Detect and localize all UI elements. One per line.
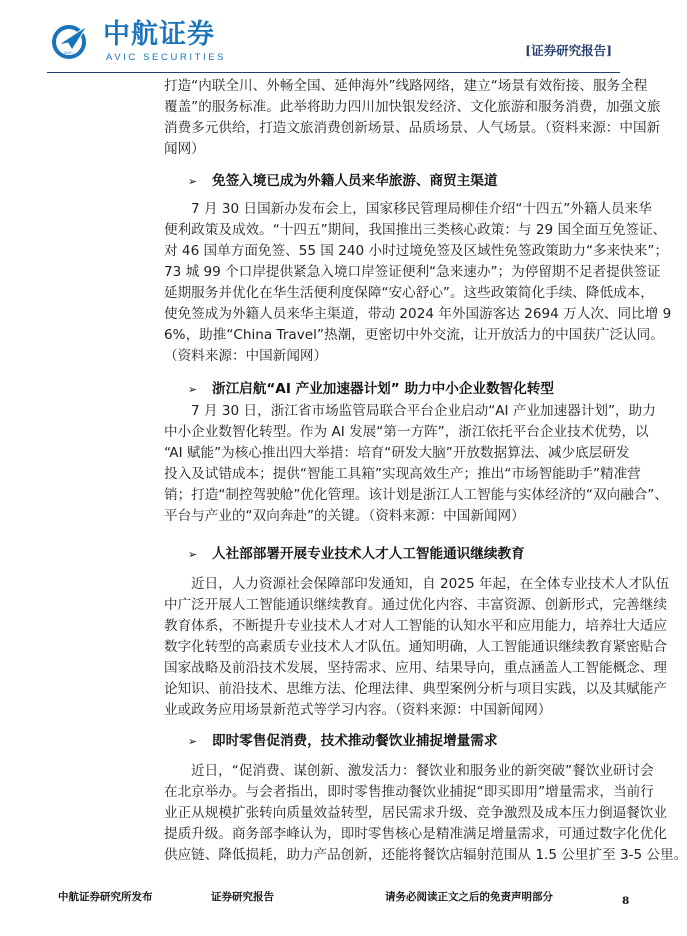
section-heading (188, 171, 497, 192)
paragraph-line: 中广泛开展人工智能通识继续教育。通过优化内容、丰富资源、创新形式，完善继续 (164, 597, 667, 613)
paragraph-line: 国家战略及前沿技术发展，坚持需求、应用、结果导向，重点涵盖人工智能概念、理 (164, 660, 667, 676)
bullet-arrow-icon: ➢ (188, 383, 198, 396)
section-heading-text: 即时零售促消费，技术推动餐饮业捕捉增量需求 (212, 733, 498, 749)
section-heading-text: 人社部部署开展专业技术人才人工智能通识继续教育 (212, 546, 525, 562)
paragraph-line: 销；打造“制控驾驶舱”优化管理。该计划是浙江人工智能与实体经济的“双向融合”、 (164, 487, 668, 503)
bullet-arrow-icon: ➢ (188, 175, 198, 188)
report-type-tag: [证券研究报告] (525, 43, 612, 58)
header-divider (47, 72, 620, 73)
paragraph-line: 数字化转型的高素质专业技术人才队伍。通知明确，人工智能通识继续教育紧密贴合 (164, 639, 667, 655)
footer-report-type: 证券研究报告 (211, 891, 274, 903)
paragraph-line: 供应链、降低损耗，助力产品创新，还能将餐饮店辐射范围从 1.5 公里扩至 3-5 公里。 (164, 847, 687, 863)
paragraph-line: （资料来源：中国新闻网） (164, 348, 328, 364)
plane-logo-icon (52, 23, 88, 59)
paragraph-line: 业或政务应用场景新范式等学习内容。（资料来源：中国新闻网） (164, 702, 552, 718)
paragraph-line: 消费多元供给，打造文旅消费创新场景、品质场景、人气场景。（资料来源：中国新 (164, 120, 661, 136)
section-heading-text: 浙江启航“AI 产业加速器计划” 助力中小企业数智化转型 (212, 381, 554, 397)
logo-badge-text: AVIC (64, 50, 74, 55)
paragraph-line: 在北京举办。与会者指出，即时零售推动餐饮业捕捉“即买即用”增量需求，当前行 (164, 784, 654, 800)
paragraph (164, 199, 672, 367)
paragraph-line: 投入及试错成本；提供“智能工具箱”实现高效生产；推出“市场智能助手”精准营 (164, 466, 641, 482)
paragraph-line: 便利政策及成效。“十四五”期间，我国推出三类核心政策：与 29 国全面互免签证、 (164, 222, 667, 238)
paragraph-line: 使免签成为外籍人员来华主渠道，带动 2024 年外国游客达 2694 万人次、同比增 9 (164, 306, 672, 322)
paragraph (164, 76, 661, 160)
section-heading-text: 免签入境已成为外籍人员来华旅游、商贸主渠道 (212, 173, 498, 189)
paragraph-line: 闻网） (164, 141, 205, 157)
paragraph-line: 业正从规模扩张转向质量效益转型，居民需求升级、竞争激烈及成本压力倒逼餐饮业 (164, 805, 667, 821)
footer-disclaimer: 请务必阅读正文之后的免责声明部分 (385, 891, 553, 903)
section-heading (188, 544, 525, 565)
section-heading (188, 731, 497, 752)
paragraph-line: “AI 赋能”为核心推出四大举措：培育“研发大脑”开放数据算法、减少底层研发 (164, 445, 630, 461)
logo-chinese-name: 中航证券 (103, 19, 215, 50)
paragraph-line: 近日，人力资源社会保障部印发通知，自 2025 年起，在全体专业技术人才队伍 (191, 576, 670, 592)
paragraph (164, 761, 687, 866)
paragraph-line: 7 月 30 日国新办发布会上，国家移民管理局柳佳介绍“十四五”外籍人员来华 (191, 201, 652, 217)
paragraph-line: 6%，助推“China Travel”热潮，更密切中外交流，让开放活力的中国获广泛认同。 (164, 327, 664, 343)
paragraph-line: 提质升级。商务部李峰认为，即时零售核心是精准满足增量需求，可通过数字化优化 (164, 826, 667, 842)
paragraph-line: 论知识、前沿技术、思维方法、伦理法律、典型案例分析与项目实践，以及其赋能产 (164, 681, 667, 697)
logo-english-name: AVIC SECURITIES (106, 52, 227, 63)
paragraph-line: 73 城 99 个口岸提供紧急入境口岸签证便利“急来速办”；为停留期不足者提供签证 (164, 264, 661, 280)
page-number: 8 (622, 895, 630, 907)
paragraph (164, 574, 670, 721)
paragraph-line: 覆盖”的服务标准。此举将助力四川加快银发经济、文化旅游和服务消费，加强文旅 (164, 99, 661, 115)
paragraph-line: 平台与产业的“双向奔赴”的关键。（资料来源：中国新闻网） (164, 508, 525, 524)
paragraph-line: 中小企业数智化转型。作为 AI 发展“第一方阵”，浙江依托平台企业技术优势，以 (164, 424, 649, 440)
paragraph-line: 延期服务并优化在华生活便利度保障“安心舒心”。这些政策简化手续、降低成本， (164, 285, 654, 301)
section-heading (188, 379, 554, 400)
footer-publisher: 中航证券研究所发布 (58, 891, 153, 903)
bullet-arrow-icon: ➢ (188, 548, 198, 561)
paragraph-line: 教育体系，不断提升专业技术人才对人工智能的认知水平和应用能力，培养壮大适应 (164, 618, 667, 634)
paragraph-line: 近日，“促消费、谋创新、激发活力：餐饮业和服务业的新突破”餐饮业研讨会 (191, 763, 654, 779)
company-logo (52, 21, 232, 65)
bullet-arrow-icon: ➢ (188, 735, 198, 748)
paragraph-line: 7 月 30 日，浙江省市场监管局联合平台企业启动“AI 产业加速器计划”，助力 (191, 403, 656, 419)
paragraph (164, 401, 668, 527)
paragraph-line: 打造“内联全川、外畅全国、延伸海外”线路网络，建立“场景有效衔接、服务全程 (164, 78, 648, 94)
paragraph-line: 对 46 国单方面免签、55 国 240 小时过境免签及区域性免签政策助力“多来快来”； (164, 243, 669, 259)
